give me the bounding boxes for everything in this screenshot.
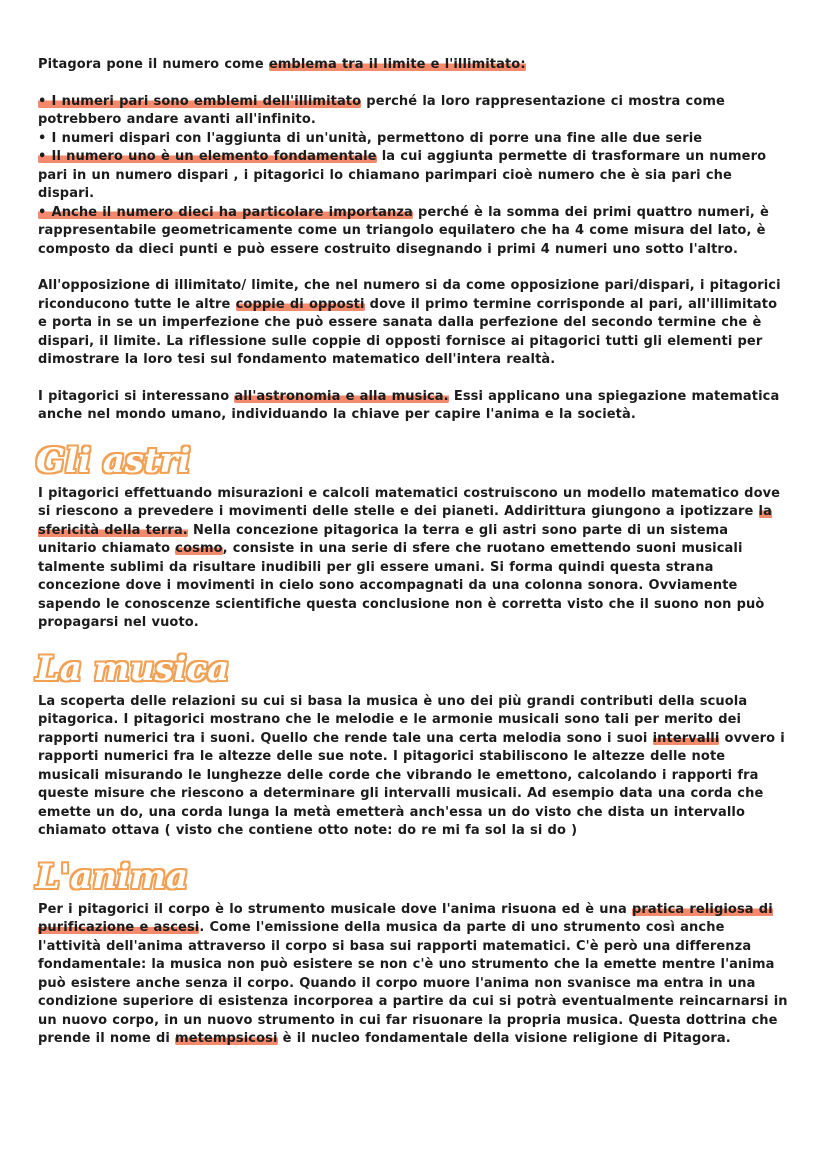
intro-paragraph: [38, 56, 790, 75]
interessi-paragraph: [38, 388, 790, 425]
musica-paragraph: [38, 693, 790, 841]
anima-highlight-2: metempsicosi: [175, 1031, 278, 1046]
bullet-text: • I numeri dispari con l'aggiunta di un'unità, permettono di porre una fine alle due serie: [38, 130, 703, 146]
intro-text: Pitagora pone il numero come: [38, 57, 269, 72]
astri-highlight-1: la sfericità della terra.: [38, 504, 772, 538]
astri-paragraph: [38, 485, 790, 633]
astri-text-3: , consiste in una serie di sfere che ruotano emettendo suoni musicali talmente sublimi da risultare inudibili per gli essere umani. Si forma quindi questa strana concezione dove i movimenti in cielo sono accompagnati da una colonna sonora. Ovviamente sapendo le conoscenze scientifiche questa conclusione non è corretta visto che il suono non può propagarsi nel vuoto.: [38, 541, 765, 630]
astri-text-1: I pitagorici effettuando misurazioni e calcoli matematici costruiscono un modello matematico dove si riescono a prevedere i movimenti delle stelle e dei pianeti. Addirittura giungono a ipotizzare: [38, 485, 781, 519]
intro-highlight: emblema tra il limite e l'illimitato:: [268, 57, 526, 72]
interessi-highlight: all'astronomia e alla musica.: [234, 388, 449, 404]
opposti-highlight: coppie di opposti: [235, 296, 365, 312]
musica-text-1: La scoperta delle relazioni su cui si basa la musica è uno dei più grandi contributi della scuola pitagorica. I pitagorici mostrano che le melodie e le armonie musicali sono tali per merito dei rapporti numerici tra i suoni. Quello che rende tale una certa melodia sono i suoi: [38, 693, 748, 746]
bullet-text: la cui aggiunta permette di trasformare un numero pari in un numero dispari , i pitagorici lo chiamano parimpari cioè numero che è sia pari che dispari.: [38, 149, 767, 201]
spacer: [38, 75, 790, 93]
spacer: [38, 370, 790, 388]
opposti-text: All'opposizione di illimitato/ limite, che nel numero si da come opposizione pari/dispari, i pitagorici riconducono tutte le altre: [38, 278, 781, 312]
bullet-highlight: • Anche il numero dieci ha particolare importanza: [38, 204, 413, 220]
astri-text-2: Nella concezione pitagorica la terra e gli astri sono parte di un sistema unitario chiamato: [38, 522, 729, 556]
number-bullets: [38, 93, 790, 260]
section-title-astri: Gli astri: [36, 440, 191, 481]
interessi-text: I pitagorici si interessano: [38, 388, 235, 404]
anima-text-2: . Come l'emissione della musica da parte di uno strumento così anche l'attività dell'anima attraverso il corpo si basa sui rapporti matematici. C'è però una differenza fondamentale: la musica non può esistere se non c'è uno strumento che la emette mentre l'anima può esistere anche senza il corpo. Quando il corpo muore l'anima non svanisce ma entra in una condizione superiore di esistenza incorporea a partire da cui si potrà eventualmente reincarnarsi in un nuovo corpo, in un nuovo strumento in cui far risuonare la propria musica. Questa dottrina che prende il nome di: [38, 920, 788, 1046]
opposti-text-end: dove il primo termine corrisponde al pari, all'illimitato e porta in se un imperfezione che può essere sanata dalla perfezione del secondo termine che è dispari, il limite. La riflessione sulle coppie di opposti fornisce ai pitagorici tutti gli elementi per dimostrare la loro tesi sul fondamento matematico dell'intera realtà.: [38, 296, 778, 367]
spacer: [38, 259, 790, 277]
astri-highlight-2: cosmo: [175, 541, 223, 556]
section-title-musica: La musica: [36, 648, 230, 689]
interessi-text-end: Essi applicano una spiegazione matematica anche nel mondo umano, individuando la chiave per capire l'anima e la società.: [38, 388, 780, 422]
anima-text-1: Per i pitagorici il corpo è lo strumento musicale dove l'anima risuona ed è una: [38, 901, 632, 917]
anima-text-3: è il nucleo fondamentale della visione religione di Pitagora.: [277, 1031, 731, 1046]
bullet-item: [38, 148, 790, 204]
anima-highlight-1: pratica religiosa di purificazione e ascesi: [38, 901, 773, 935]
musica-highlight: intervalli: [652, 730, 720, 746]
bullet-highlight: • Il numero uno è un elemento fondamentale: [38, 149, 377, 164]
bullet-item: [38, 130, 790, 149]
section-title-anima: L'anima: [36, 856, 188, 897]
musica-text-2: ovvero i rapporti numerici fra le altezze delle sue note. I pitagorici stabiliscono le altezze delle note musicali misurando le lunghezze delle corde che vibrando le emettono, calcolando i rapporti fra queste misure che riescono a determinare gli intervalli musicali. Ad esempio data una corda che emette un do, una corda lunga la metà emetterà anch'essa un do visto che dista un intervallo chiamato ottava ( visto che contiene otto note: do re mi fa sol la si do ): [38, 730, 785, 838]
bullet-highlight: • I numeri pari sono emblemi dell'illimitato: [38, 93, 362, 109]
bullet-item: [38, 93, 790, 130]
bullet-item: [38, 204, 790, 260]
opposti-paragraph: [38, 277, 790, 370]
bullet-text: perché la loro rappresentazione ci mostra come potrebbero andare avanti all'infinito.: [38, 93, 725, 127]
anima-paragraph: [38, 901, 790, 1049]
bullet-text: perché è la somma dei primi quattro numeri, è rappresentabile geometricamente come un triangolo equilatero che ha 4 come misura del lato, è composto da dieci punti e può essere costruito disegnando i primi 4 numeri uno sotto l'altro.: [38, 204, 769, 257]
